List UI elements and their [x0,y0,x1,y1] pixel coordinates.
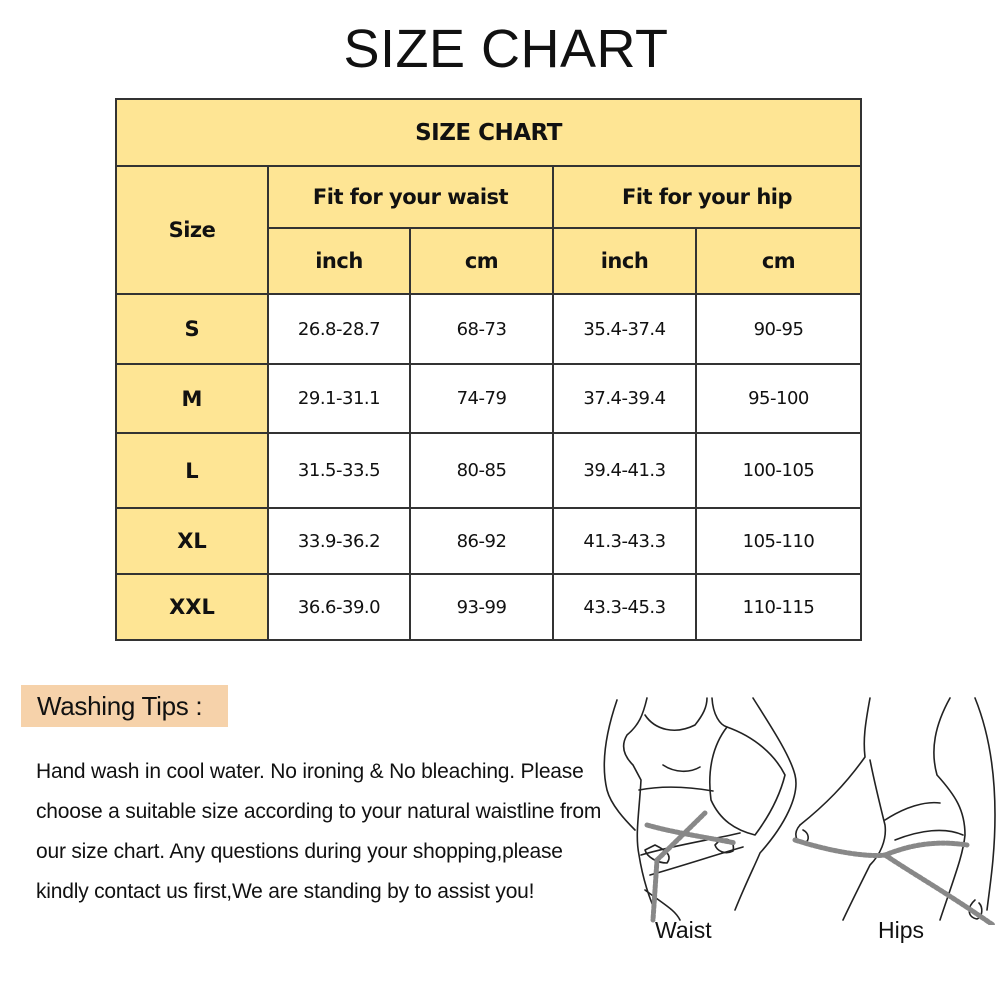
size-column-header: Size [116,166,268,294]
waist-cm-cell: 86-92 [410,508,553,574]
size-cell: L [116,433,268,508]
washing-tips-label: Washing Tips : [21,685,228,727]
size-cell: XXL [116,574,268,640]
table-row [116,508,861,574]
measurement-illustration [595,695,1000,955]
waist-cm-cell: 93-99 [410,574,553,640]
hip-cm-cell: 100-105 [696,433,861,508]
waist-group-header: Fit for your waist [268,166,553,228]
waist-inch-cell: 31.5-33.5 [268,433,410,508]
waist-inch-cell: 33.9-36.2 [268,508,410,574]
waist-hips-figure-icon [595,695,1000,925]
table-row [116,364,861,433]
size-chart-table [115,98,862,641]
waist-cm-cell: 74-79 [410,364,553,433]
hip-inch-cell: 43.3-45.3 [553,574,696,640]
hip-cm-cell: 95-100 [696,364,861,433]
table-row [116,433,861,508]
hip-inch-cell: 37.4-39.4 [553,364,696,433]
waist-label: Waist [655,917,712,943]
table-row [116,294,861,364]
hip-inch-cell: 35.4-37.4 [553,294,696,364]
waist-cm-header: cm [410,228,553,294]
hip-cm-header: cm [696,228,861,294]
size-cell: M [116,364,268,433]
hip-cm-cell: 90-95 [696,294,861,364]
hip-cm-cell: 110-115 [696,574,861,640]
waist-cm-cell: 80-85 [410,433,553,508]
hips-label: Hips [878,917,925,943]
size-cell: S [116,294,268,364]
waist-cm-cell: 68-73 [410,294,553,364]
table-title: SIZE CHART [116,99,861,166]
table-row [116,574,861,640]
waist-inch-cell: 36.6-39.0 [268,574,410,640]
hip-inch-cell: 41.3-43.3 [553,508,696,574]
waist-inch-cell: 29.1-31.1 [268,364,410,433]
waist-inch-header: inch [268,228,410,294]
hip-inch-header: inch [553,228,696,294]
hip-inch-cell: 39.4-41.3 [553,433,696,508]
washing-tips-text: Hand wash in cool water. No ironing & No bleaching. Please choose a suitable size according to your natural waistline from our size chart. Any questions during your shopping,please kindly contact us first,We are standing by to assist you! [36,760,602,903]
size-cell: XL [116,508,268,574]
hip-cm-cell: 105-110 [696,508,861,574]
page-title: SIZE CHART [343,19,669,79]
hip-group-header: Fit for your hip [553,166,861,228]
waist-inch-cell: 26.8-28.7 [268,294,410,364]
